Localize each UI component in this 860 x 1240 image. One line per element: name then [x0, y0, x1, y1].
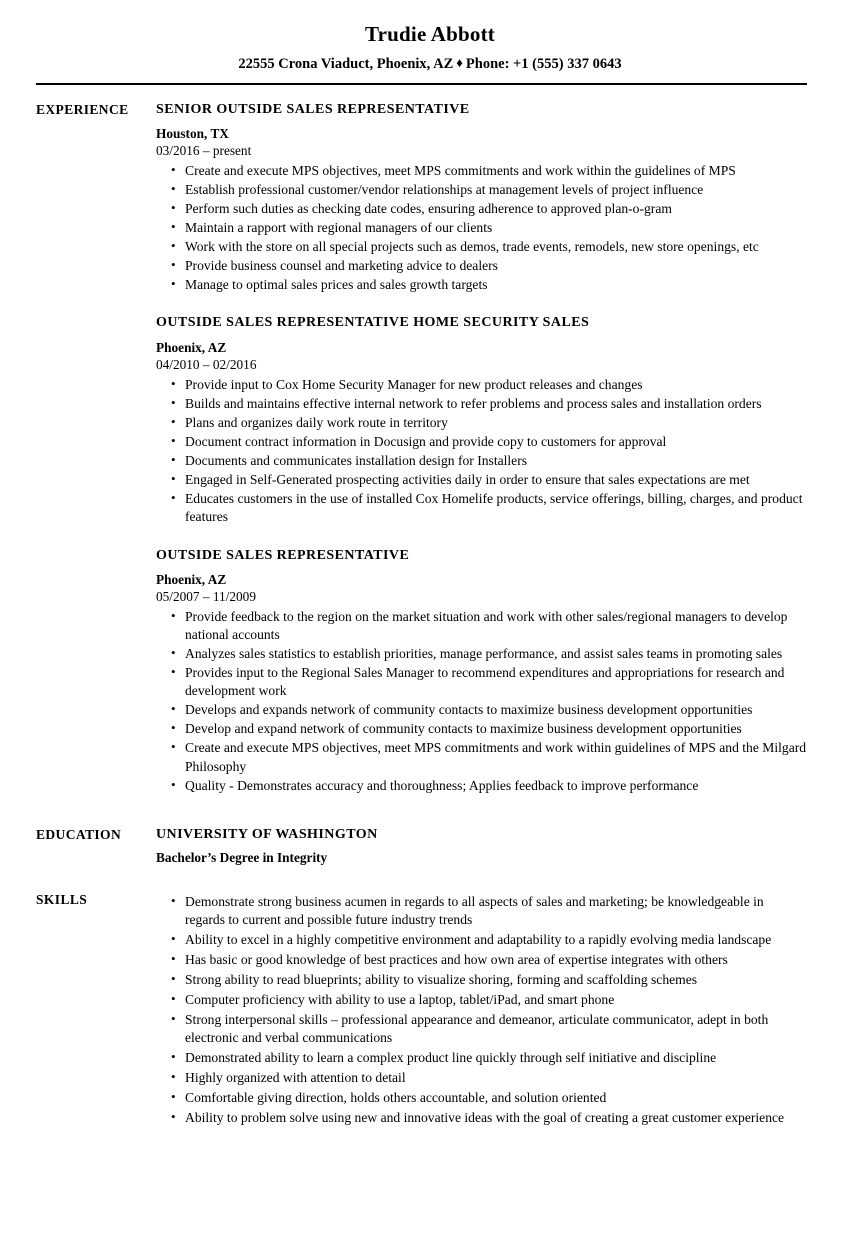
- experience-job: [156, 547, 807, 795]
- job-title: SENIOR OUTSIDE SALES REPRESENTATIVE: [156, 101, 470, 117]
- job-location: Houston, TX: [156, 125, 229, 141]
- job-bullet: • Educates customers in the use of installed Cox Homelife products, service offerings, billing, charges, and product features: [156, 490, 807, 526]
- job-bullet: • Work with the store on all special projects such as demos, trade events, remodels, new store openings, etc: [156, 238, 807, 256]
- job-location: Phoenix, AZ: [156, 571, 227, 587]
- job-bullet: • Establish professional customer/vendor relationships at management levels of project influence: [156, 181, 807, 199]
- resume-header: [0, 0, 860, 85]
- skill-bullet: • Demonstrated ability to learn a complex product line quickly through self initiative and discipline: [156, 1049, 807, 1067]
- job-bullet: • Plans and organizes daily work route in territory: [156, 414, 807, 432]
- job-bullet: • Provide input to Cox Home Security Manager for new product releases and changes: [156, 376, 807, 394]
- job-bullet: • Provide business counsel and marketing advice to dealers: [156, 257, 807, 275]
- section-label-education: EDUCATION: [36, 826, 122, 842]
- skill-bullet: • Computer proficiency with ability to use a laptop, tablet/iPad, and smart phone: [156, 991, 807, 1009]
- job-bullet: • Builds and maintains effective internal network to refer problems and process sales and installation orders: [156, 395, 807, 413]
- job-bullet: • Analyzes sales statistics to establish priorities, manage performance, and assist sales teams in promoting sales: [156, 645, 807, 663]
- skill-bullet: • Has basic or good knowledge of best practices and how own area of expertise integrates with others: [156, 951, 807, 969]
- education-entry: [156, 826, 807, 867]
- section-experience: [36, 101, 807, 795]
- job-dates: 04/2010 – 02/2016: [156, 357, 257, 373]
- skills-entries: [156, 891, 807, 1128]
- job-bullet: • Perform such duties as checking date codes, ensuring adherence to approved plan-o-gram: [156, 200, 807, 218]
- experience-job: [156, 314, 807, 526]
- job-dates: 05/2007 – 11/2009: [156, 589, 256, 605]
- job-bullet: • Provide feedback to the region on the market situation and work with other sales/regional managers to develop national accounts: [156, 608, 807, 644]
- contact-phone: Phone: +1 (555) 337 0643: [465, 56, 622, 73]
- job-bullet-list: [156, 376, 807, 527]
- candidate-name: Trudie Abbott: [365, 22, 495, 46]
- section-education: [36, 826, 807, 867]
- skills-bullet-list: [156, 893, 807, 1128]
- skill-bullet: • Comfortable giving direction, holds others accountable, and solution oriented: [156, 1089, 807, 1107]
- job-bullet-list: [156, 608, 807, 795]
- experience-entries: [156, 101, 807, 795]
- contact-address: 22555 Crona Viaduct, Phoenix, AZ: [238, 56, 454, 73]
- skill-bullet: • Strong ability to read blueprints; ability to visualize shoring, forming and scaffolding schemes: [156, 971, 807, 989]
- job-bullet: • Provides input to the Regional Sales Manager to recommend expenditures and appropriations for research and development work: [156, 664, 807, 700]
- job-bullet-list: [156, 162, 807, 295]
- job-bullet: • Develops and expands network of community contacts to maximize business development opportunities: [156, 701, 807, 719]
- job-bullet: • Documents and communicates installation design for Installers: [156, 452, 807, 470]
- job-bullet: • Develop and expand network of community contacts to maximize business development opportunities: [156, 720, 807, 738]
- job-dates: 03/2016 – present: [156, 143, 252, 159]
- section-label-experience: EXPERIENCE: [36, 101, 129, 117]
- job-bullet: • Create and execute MPS objectives, meet MPS commitments and work within guidelines of MPS and the Milgard Philosophy: [156, 739, 807, 775]
- job-bullet: • Engaged in Self-Generated prospecting activities daily in order to ensure that sales expectations are met: [156, 471, 807, 489]
- job-location: Phoenix, AZ: [156, 339, 227, 355]
- contact-line: [0, 56, 860, 73]
- job-title: OUTSIDE SALES REPRESENTATIVE HOME SECURITY SALES: [156, 315, 590, 331]
- diamond-separator-icon: ♦: [456, 55, 463, 71]
- skill-bullet: • Strong interpersonal skills – professional appearance and demeanor, articulate communicator, adept in both electronic and verbal communications: [156, 1011, 807, 1047]
- resume-content: [0, 85, 860, 1128]
- skill-bullet: • Ability to problem solve using new and innovative ideas with the goal of creating a great customer experience: [156, 1109, 807, 1127]
- job-bullet: • Quality - Demonstrates accuracy and thoroughness; Applies feedback to improve performance: [156, 777, 807, 795]
- education-degree: Bachelor’s Degree in Integrity: [156, 849, 328, 865]
- skill-bullet: • Ability to excel in a highly competitive environment and adaptability to a rapidly evolving media landscape: [156, 931, 807, 949]
- job-bullet: • Manage to optimal sales prices and sales growth targets: [156, 276, 807, 294]
- job-bullet: • Document contract information in Docusign and provide copy to customers for approval: [156, 433, 807, 451]
- education-entries: [156, 826, 807, 867]
- job-bullet: • Maintain a rapport with regional managers of our clients: [156, 219, 807, 237]
- section-skills: [36, 891, 807, 1128]
- job-title: OUTSIDE SALES REPRESENTATIVE: [156, 547, 410, 563]
- job-bullet: • Create and execute MPS objectives, meet MPS commitments and work within the guidelines of MPS: [156, 162, 807, 180]
- experience-job: [156, 101, 807, 295]
- section-label-skills: SKILLS: [36, 891, 88, 907]
- skill-bullet: • Demonstrate strong business acumen in regards to all aspects of sales and marketing; be knowledgeable in regards to current and possible future industry trends: [156, 893, 807, 929]
- education-school: UNIVERSITY OF WASHINGTON: [156, 826, 378, 842]
- skill-bullet: • Highly organized with attention to detail: [156, 1069, 807, 1087]
